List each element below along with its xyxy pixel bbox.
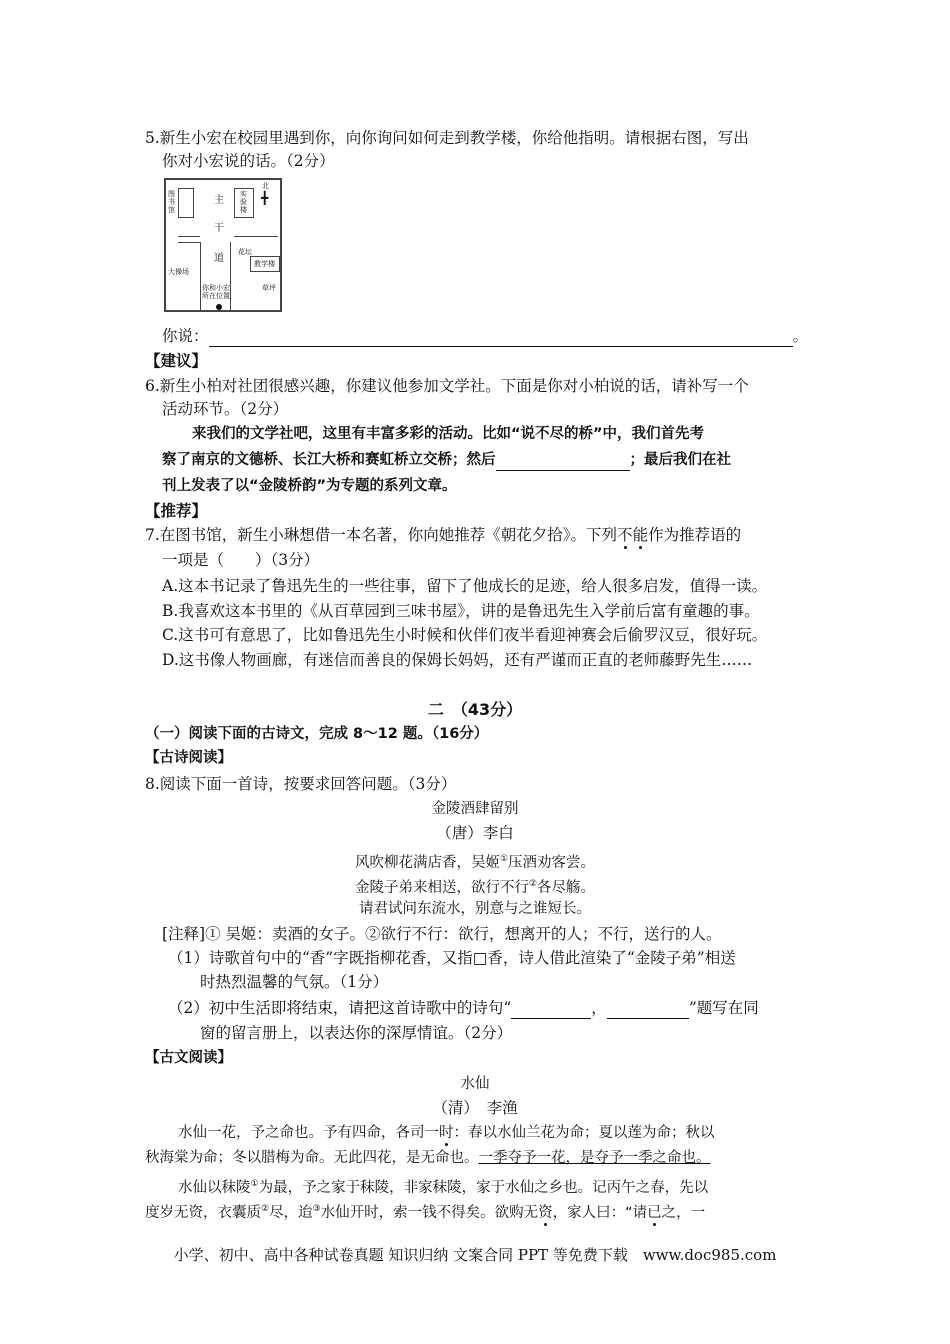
page-footer: 小学、初中、高中各种试卷真题 知识归纳 文案合同 PPT 等免费下载 www.doc985.com [173,1246,777,1264]
q8-answer-blank-2[interactable] [607,1018,689,1019]
section-suggest: 【建议】 [145,352,208,370]
q6-passage-1: 来我们的文学社吧，这里有丰富多彩的活动。比如“说不尽的桥”中，我们首先考 [192,426,705,442]
road-line [230,242,231,312]
prose-line-4e: 之，一 [661,1204,706,1221]
prose-line-4b: 尽，迨 [269,1204,313,1221]
q5-answer-blank[interactable] [209,346,793,347]
q8-sub1-line2: 时热烈温馨的气氛。（1分） [200,973,389,991]
prose-underlined-sentence: 一季夺予一花，是夺予一季之命也。 [478,1150,711,1166]
q7-emphasis-2: 能 [632,526,649,544]
prose-note-1: ① [250,1179,259,1189]
map-position-label: 你和小宏所在位置 [202,284,230,300]
q6-line2: 活动环节。（2分） [162,400,289,418]
poem-title: 金陵酒肆留别 [431,801,519,817]
q7-line1a: 7.在图书馆，新生小琳想借一本名著，你向她推荐《朝花夕拾》。下列 [145,526,618,544]
prose-line-3a: 水仙以秣陵 [178,1179,251,1196]
poem-line-3: 请君试问东流水，别意与之谁短长。 [359,901,591,917]
prose-line-1a: 水仙一花，予之命也。予有四命，各司一 [178,1125,439,1141]
section-poem: 【古诗阅读】 [145,750,232,766]
poem-author: （唐）李白 [436,824,514,842]
part2-subtitle: （一）阅读下面的古诗文，完成 8～12 题。（16分） [145,726,489,742]
prose-line-4d: ，家人曰：“请 [552,1204,648,1221]
poem-notes: [注释]① 吴姬：卖酒的女子。②欲行不行：欲行，想离开的人；不行，送行的人。 [162,925,722,943]
poem-note-2: ② [528,879,538,889]
q8-sub2-line1b: ”题写在同 [688,999,759,1017]
map-teaching-label: 教学楼 [254,260,275,268]
q7-option-b: B.我喜欢这本书里的《从百草园到三味书屋》，讲的是鲁迅先生入学前后富有童趣的事。 [162,602,760,620]
library-box [178,188,194,218]
map-road-2: 干 [214,223,224,234]
q8-sub2-line1 [168,997,759,1019]
q5-answer-prefix: 你说： [162,327,209,345]
q7-line1b: 作为推荐语的 [648,526,742,544]
map-library-label: 图书馆 [168,190,175,214]
q6-passage-2b: ；最后我们在社 [629,452,731,468]
prose-emphasis-zi: 资 [538,1204,553,1221]
map-north-label: 北 [262,182,269,190]
q7-option-c: C.这书可有意思了，比如鲁迅先生小时候和伙伴们夜半看迎神赛会后偷罗汉豆，很好玩。 [162,626,768,644]
poem-line-1 [0,848,950,874]
prose-author: （清） 李渔 [432,1099,518,1117]
prose-line-2 [145,1147,711,1169]
prose-line-3 [178,1173,708,1199]
q6-passage-2a: 察了南京的文德桥、长江大桥和赛虹桥立交桥；然后 [162,452,496,468]
map-flowerbed-label: 花坛 [238,248,252,256]
prose-emphasis-shi: 时 [439,1125,454,1141]
q5-answer-line [162,325,808,347]
q6-passage-3: 刊上发表了以“金陵桥韵”为专题的系列文章。 [162,478,457,494]
q8-sub2-comma: ， [591,999,607,1017]
road-line [200,242,201,312]
q7-line2: 一项是（ ）（3分） [162,551,320,569]
q6-passage-2 [162,449,731,471]
q8-answer-blank-1[interactable] [511,1018,591,1019]
q5-line2: 你对小宏说的话。（2分） [162,152,335,170]
section-recommend: 【推荐】 [145,502,208,520]
road-line [178,236,200,237]
map-road-1: 主 [214,195,224,206]
campus-map [164,178,282,312]
map-road-3: 道 [214,253,224,264]
q8-intro: 8.阅读下面一首诗，按要求回答问题。（3分） [145,775,457,793]
prose-title: 水仙 [460,1076,490,1092]
prose-line-3b: 为最，予之家于秣陵，非家秣陵，家于水仙之乡也。记丙午之春，先以 [258,1179,709,1196]
prose-note-3: ③ [312,1204,321,1214]
q8-sub2-line1a: （2）初中生活即将结束，请把这首诗歌中的诗句“ [168,999,512,1017]
q6-answer-blank[interactable] [496,470,630,471]
section-classical: 【古文阅读】 [145,1050,232,1066]
poem-line-1b: 压酒劝客尝。 [508,854,596,871]
road-line [178,242,200,243]
poem-line-2 [0,873,950,899]
poem-line-2a: 金陵子弟来相送，欲行不行 [354,879,529,896]
prose-line-4c: 水仙开时，索一钱不得矣。欲购无 [320,1204,539,1221]
prose-line-1 [178,1122,715,1144]
part2-title: 二 （43分） [427,700,523,719]
prose-emphasis-yi: 已 [647,1204,662,1221]
map-field-label: 草坪 [262,284,276,292]
q5-answer-suffix: 。 [792,327,809,345]
map-playground-label: 大操场 [168,268,189,276]
q7-option-a: A.这本书记录了鲁迅先生的一些往事，留下了他成长的足迹，给人很多启发，值得一读。 [162,577,768,595]
q8-sub2-line2: 窗的留言册上，以表达你的深厚情谊。（2分） [200,1024,513,1042]
prose-line-1b: ：春以水仙兰花为命；夏以莲为命；秋以 [453,1125,715,1141]
poem-line-1a: 风吹柳花满店香，吴姬 [354,854,500,871]
compass-icon: ╋ [261,191,269,205]
prose-line-4 [145,1198,705,1224]
position-marker-icon [216,304,222,310]
prose-note-2: ② [261,1204,270,1214]
road-line [234,236,278,237]
map-lab-label: 实验楼 [240,190,247,214]
q8-sub1-line1: （1）诗歌首句中的“香”字既指柳花香，又指□香，诗人借此渲染了“金陵子弟”相送 [168,949,736,967]
poem-note-1: ① [499,854,509,864]
q7-option-d: D.这书像人物画廊，有迷信而善良的保姆长妈妈，还有严谨而正直的老师藤野先生…… [162,651,753,669]
poem-line-2b: 各尽觞。 [537,879,596,896]
q5-line1: 5.新生小宏在校园里遇到你，向你询问如何走到教学楼，你给他指明。请根据右图，写出 [145,129,749,147]
prose-line-2a: 秋海棠为命；冬以腊梅为命。无此四花，是无命也。 [145,1150,479,1166]
q7-line1 [145,524,741,546]
prose-line-4a: 度岁无资，衣囊质 [145,1204,261,1221]
q7-emphasis-1: 不 [617,526,633,544]
q6-line1: 6.新生小柏对社团很感兴趣，你建议他参加文学社。下面是你对小柏说的话，请补写一个 [145,377,749,395]
